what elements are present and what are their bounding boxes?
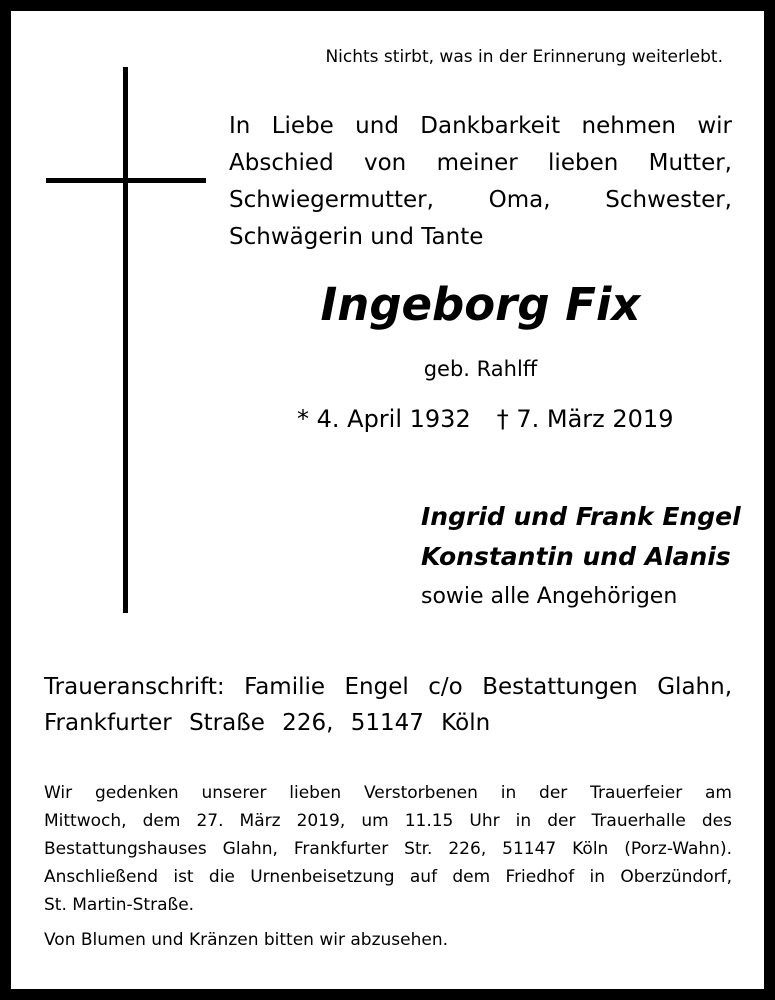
birth-name: geb. Rahlff [423, 357, 538, 381]
address-line: Traueranschrift: Familie Engel c/o Bestattungen Glahn, [44, 674, 732, 700]
flowers-note: Von Blumen und Kränzen bitten wir abzusehen. [44, 930, 449, 950]
mourners [421, 497, 741, 617]
mourner-name: Konstantin und Alanis [421, 542, 731, 571]
cross-horizontal-bar [46, 178, 206, 183]
ceremony-line: Wir gedenken unserer lieben Verstorbenen in der Trauerfeier am [44, 783, 732, 803]
ceremony-text [44, 779, 732, 919]
life-dates [297, 405, 673, 433]
intro-text [229, 108, 732, 256]
address-line: Frankfurter Straße 226, 51147 Köln [44, 710, 491, 736]
ceremony-line: Mittwoch, dem 27. März 2019, um 11.15 Uhr in der Trauerhalle des [44, 811, 732, 831]
intro-line: In Liebe und Dankbarkeit nehmen wir [229, 113, 732, 139]
intro-line: Schwägerin und Tante [229, 224, 484, 250]
intro-line: Schwiegermutter, Oma, Schwester, [229, 187, 732, 213]
deceased-name: Ingeborg Fix [320, 278, 641, 331]
mourning-address [44, 669, 732, 741]
mourners-others: sowie alle Angehörigen [421, 584, 678, 609]
intro-line: Abschied von meiner lieben Mutter, [229, 150, 732, 176]
ceremony-line: Bestattungshauses Glahn, Frankfurter Str. 226, 51147 Köln (Porz-Wahn). [44, 839, 732, 859]
birth-date: * 4. April 1932 [297, 405, 471, 433]
ceremony-line: St. Martin-Straße. [44, 895, 195, 915]
motto: Nichts stirbt, was in der Erinnerung weiterlebt. [325, 47, 723, 67]
death-date: † 7. März 2019 [496, 405, 674, 433]
ceremony-line: Anschließend ist die Urnenbeisetzung auf dem Friedhof in Oberzündorf, [44, 867, 732, 887]
cross-vertical-bar [123, 67, 128, 613]
mourner-name: Ingrid und Frank Engel [421, 502, 741, 531]
